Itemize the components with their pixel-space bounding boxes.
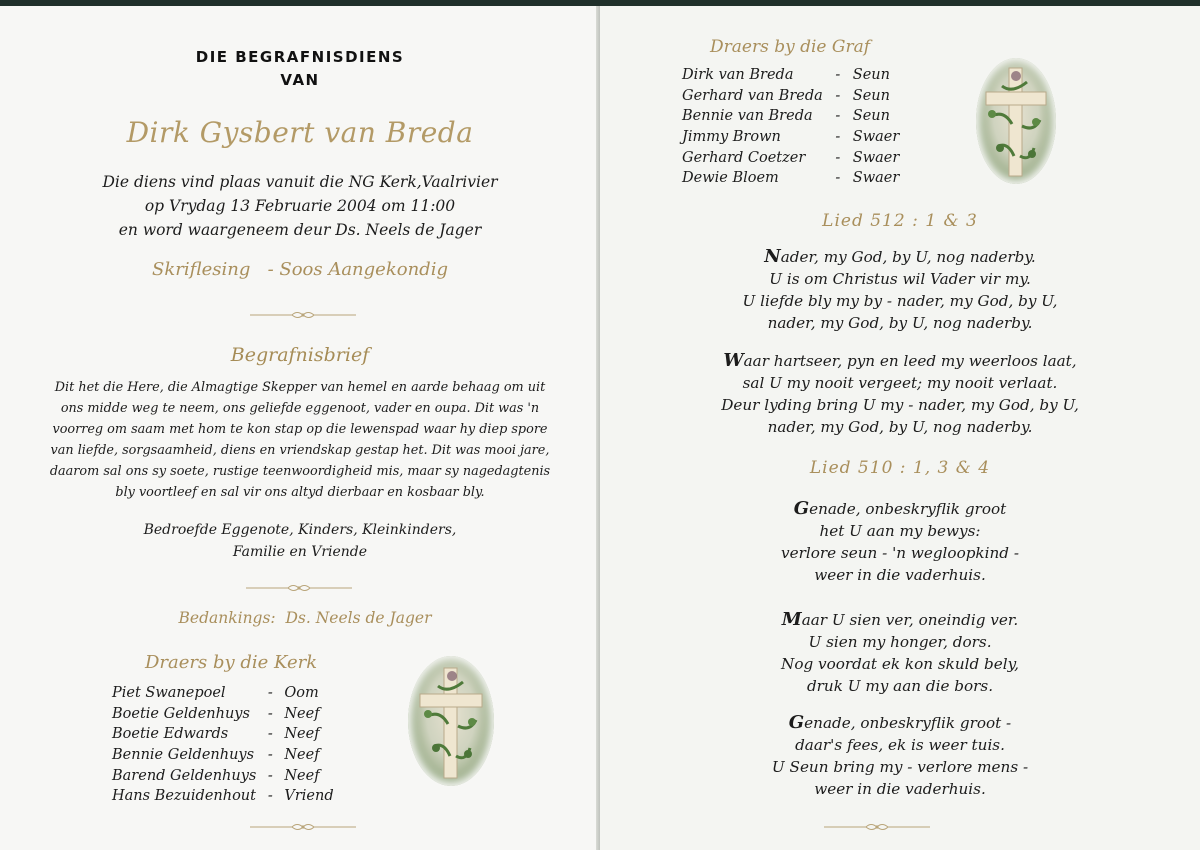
bearer-row xyxy=(682,106,913,127)
bearer-dash: - xyxy=(835,67,841,84)
verse-line: U is om Christus wil Vader vir my. xyxy=(769,270,1031,288)
drop-initial: G xyxy=(793,498,810,519)
bearer-dash: - xyxy=(267,726,273,743)
grave-bearers-heading: Draers by die Graf xyxy=(710,37,871,57)
service-line: op Vrydag 13 Februarie 2004 om 11:00 xyxy=(144,197,456,215)
service-line: Die diens vind plaas vanuit die NG Kerk,Vaalrivier xyxy=(102,173,498,191)
bearer-row xyxy=(682,127,913,148)
bearer-name: Dirk van Breda xyxy=(682,67,794,84)
hymn-510-verse-2 xyxy=(680,609,1120,697)
bearer-relation: Swaer xyxy=(852,170,900,187)
bearer-name: Bennie van Breda xyxy=(682,108,813,125)
hymn-512-title: Lied 512 : 1 & 3 xyxy=(822,211,978,231)
cross-with-ivy-image xyxy=(976,58,1056,184)
verse-line: Nader, my God, by U, nog naderby. xyxy=(764,246,1036,267)
letter-line: voorreg om saam met hom te kon stap op die lewenspad waar hy diep spore xyxy=(52,422,548,437)
bearer-row xyxy=(112,745,354,766)
bearer-dash: - xyxy=(267,747,273,764)
grave-bearers-table xyxy=(682,65,913,189)
bearer-dash: - xyxy=(267,705,273,722)
letter-line: Dit het die Here, die Almagtige Skepper van hemel en aarde behaag om uit xyxy=(54,380,546,395)
scripture-reading: Skriflesing - Soos Aangekondig xyxy=(152,259,448,280)
verse-line: weer in die vaderhuis. xyxy=(814,566,986,584)
signoff-line: Bedroefde Eggenote, Kinders, Kleinkinders, xyxy=(143,522,457,538)
service-title-line2: VAN xyxy=(280,71,320,89)
drop-initial: N xyxy=(764,246,781,267)
letter-line: daarom sal ons sy soete, rustige teenwoordigheid mis, maar sy nagedagtenis xyxy=(49,464,551,479)
ornament-divider-icon xyxy=(248,822,358,834)
church-bearers-table xyxy=(112,683,354,807)
drop-initial: G xyxy=(788,712,805,733)
drop-initial: W xyxy=(723,350,744,371)
drop-initial: M xyxy=(781,609,802,630)
bearer-relation: Neef xyxy=(284,705,320,722)
bearer-name: Piet Swanepoel xyxy=(112,685,226,702)
verse-line: verlore seun - 'n wegloopkind - xyxy=(781,544,1019,562)
verse-line: weer in die vaderhuis. xyxy=(814,780,986,798)
bearer-dash: - xyxy=(835,87,841,104)
verse-line: Genade, onbeskryflik groot xyxy=(793,498,1007,519)
hymn-510-title: Lied 510 : 1, 3 & 4 xyxy=(809,458,991,478)
bearer-row xyxy=(682,168,913,189)
bearer-relation: Seun xyxy=(852,67,890,84)
church-bearers-heading: Draers by die Kerk xyxy=(145,652,318,673)
bearer-name: Boetie Edwards xyxy=(112,726,229,743)
ornament-divider-icon xyxy=(248,310,358,322)
service-line: en word waargeneem deur Ds. Neels de Jager xyxy=(118,221,482,239)
deceased-name: Dirk Gysbert van Breda xyxy=(126,116,474,149)
letter-heading: Begrafnisbrief xyxy=(230,344,370,366)
bearer-name: Dewie Bloem xyxy=(682,170,779,187)
bearer-row xyxy=(682,65,913,86)
verse-line: Deur lyding bring U my - nader, my God, by U, xyxy=(721,396,1079,414)
verse-line: Waar hartseer, pyn en leed my weerloos laat, xyxy=(723,350,1077,371)
bearer-row xyxy=(112,765,354,786)
bearer-relation: Seun xyxy=(852,108,890,125)
verse-line: Genade, onbeskryflik groot - xyxy=(788,712,1012,733)
bearer-row xyxy=(112,786,354,807)
bearer-row xyxy=(682,86,913,107)
verse-line: Maar U sien ver, oneindig ver. xyxy=(781,609,1019,630)
bearer-dash: - xyxy=(267,767,273,784)
bearer-relation: Vriend xyxy=(284,788,334,805)
letter-line: ons midde weg te neem, ons geliefde eggenoot, vader en oupa. Dit was 'n xyxy=(60,401,540,416)
left-page xyxy=(0,6,600,850)
bearer-name: Hans Bezuidenhout xyxy=(112,788,256,805)
bearer-relation: Swaer xyxy=(852,129,900,146)
ornament-divider-icon xyxy=(822,822,932,834)
bearer-name: Boetie Geldenhuys xyxy=(112,705,250,722)
bearer-dash: - xyxy=(835,108,841,125)
thanks-line: Bedankings: Ds. Neels de Jager xyxy=(178,609,432,627)
verse-line: sal U my nooit vergeet; my nooit verlaat. xyxy=(742,374,1058,392)
right-page xyxy=(600,6,1200,850)
signoff-line: Familie en Vriende xyxy=(232,544,368,560)
verse-line: druk U my aan die bors. xyxy=(806,677,994,695)
bearer-dash: - xyxy=(267,788,273,805)
verse-line: het U aan my bewys: xyxy=(819,522,981,540)
hymn-512-verse-1 xyxy=(680,246,1120,334)
verse-line: daar's fees, ek is weer tuis. xyxy=(795,736,1005,754)
funeral-letter xyxy=(40,377,560,503)
bearer-row xyxy=(112,704,354,725)
verse-line: U Seun bring my - verlore mens - xyxy=(771,758,1029,776)
hymn-510-verse-1 xyxy=(680,498,1120,586)
bearer-relation: Oom xyxy=(284,685,319,702)
bearer-name: Barend Geldenhuys xyxy=(112,767,257,784)
verse-line: U liefde bly my by - nader, my God, by U, xyxy=(742,292,1058,310)
service-title-line1: DIE BEGRAFNISDIENS xyxy=(195,48,405,66)
verse-line: nader, my God, by U, nog naderby. xyxy=(767,314,1033,332)
signoff xyxy=(100,519,500,563)
bearer-row xyxy=(112,683,354,704)
bearer-relation: Neef xyxy=(284,767,320,784)
bearer-name: Bennie Geldenhuys xyxy=(112,747,255,764)
verse-line: Nog voordat ek kon skuld bely, xyxy=(781,655,1019,673)
bearer-row xyxy=(682,147,913,168)
verse-line: nader, my God, by U, nog naderby. xyxy=(767,418,1033,436)
letter-line: bly voortleef en sal vir ons altyd dierbaar en kosbaar bly. xyxy=(115,485,485,500)
bearer-relation: Swaer xyxy=(852,149,900,166)
hymn-512-verse-2 xyxy=(680,350,1120,438)
bearer-dash: - xyxy=(835,149,841,166)
cross-with-ivy-image xyxy=(408,656,494,786)
bearer-relation: Neef xyxy=(284,747,320,764)
bearer-dash: - xyxy=(267,685,273,702)
bearer-dash: - xyxy=(835,170,841,187)
service-details xyxy=(80,170,520,242)
bearer-dash: - xyxy=(835,129,841,146)
bearer-relation: Neef xyxy=(284,726,320,743)
bearer-relation: Seun xyxy=(852,87,890,104)
service-title xyxy=(150,48,450,89)
bearer-name: Jimmy Brown xyxy=(682,129,781,146)
letter-line: van liefde, sorgsaamheid, diens en vriendskap gestap het. Dit was mooi jare, xyxy=(50,443,550,458)
bearer-row xyxy=(112,724,354,745)
bearer-name: Gerhard van Breda xyxy=(682,87,823,104)
ornament-divider-icon xyxy=(244,583,354,595)
bearer-name: Gerhard Coetzer xyxy=(682,149,806,166)
verse-line: U sien my honger, dors. xyxy=(808,633,992,651)
hymn-510-verse-3 xyxy=(680,712,1120,800)
